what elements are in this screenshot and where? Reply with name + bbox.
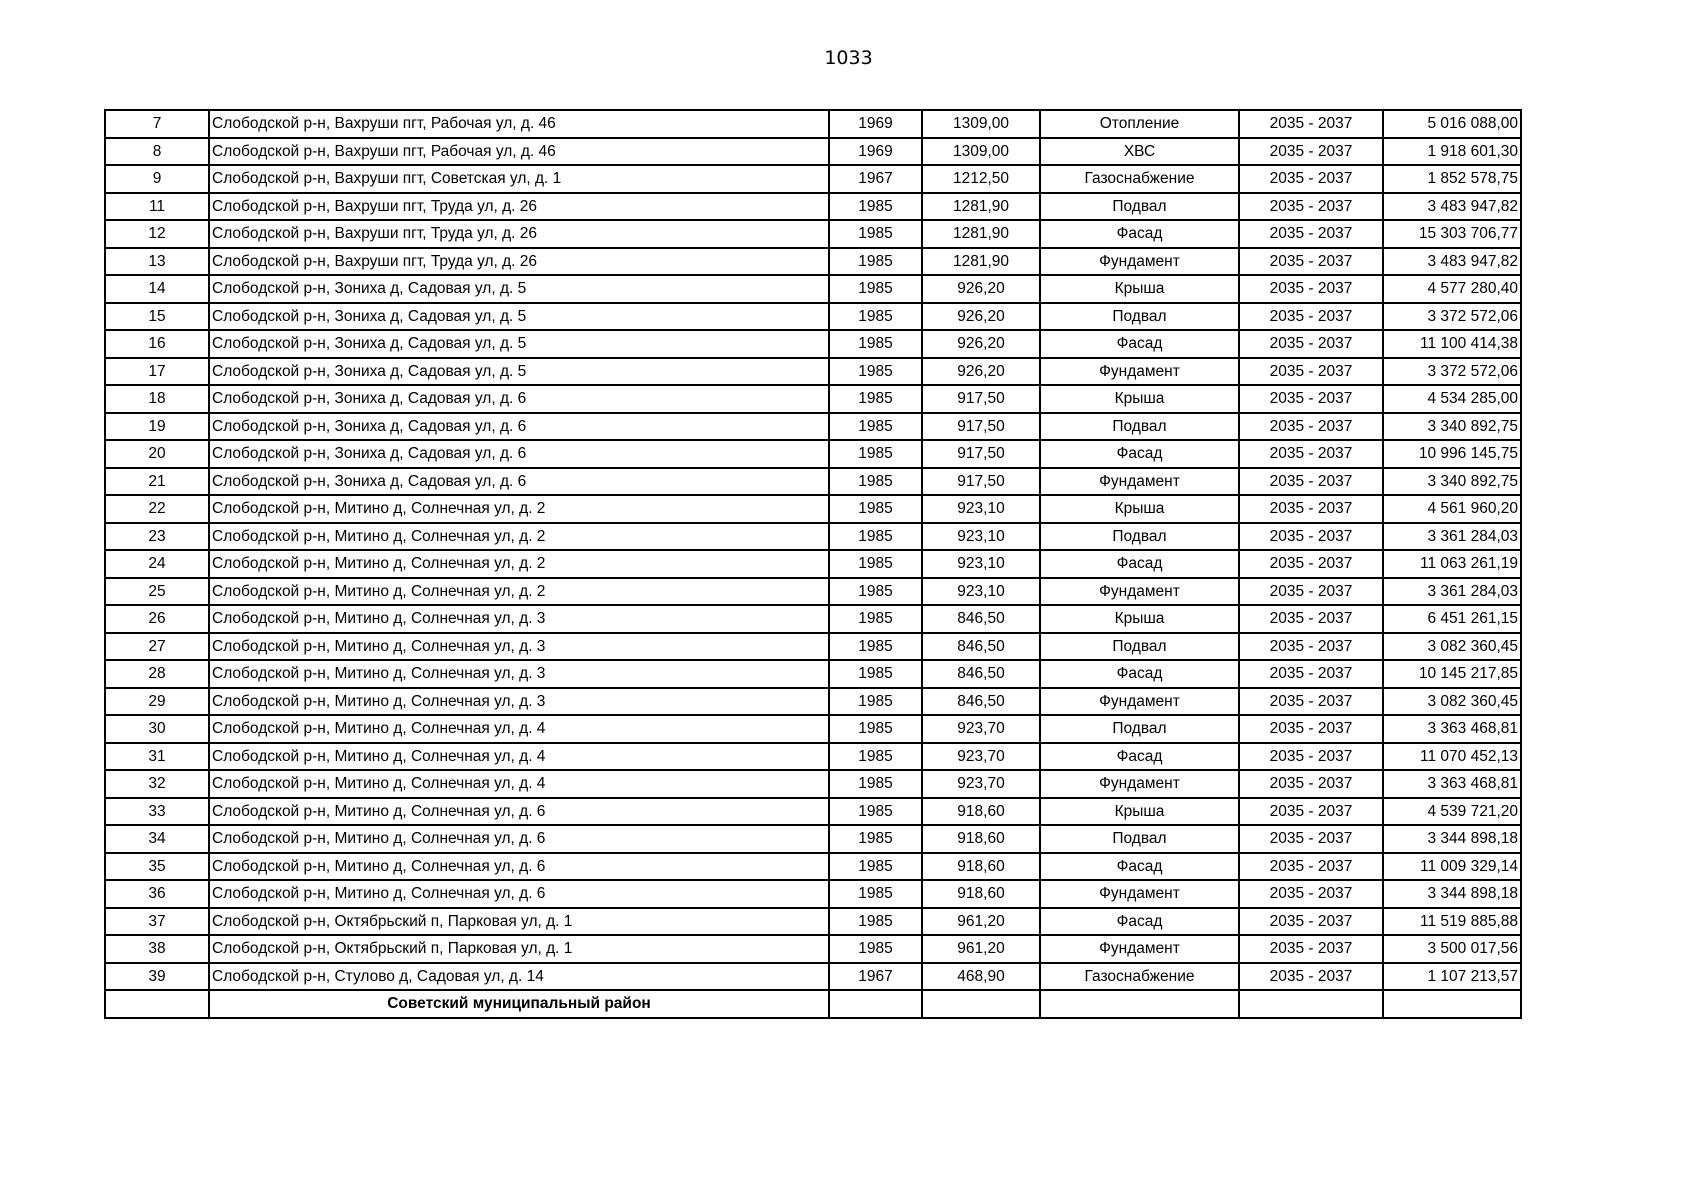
area-cell: 917,50 [922,440,1040,468]
table-row [105,413,1521,441]
address-cell: Слободской р-н, Зониха д, Садовая ул, д. 5 [209,303,829,331]
area-cell: 468,90 [922,963,1040,991]
area-cell: 1309,00 [922,110,1040,138]
period-cell: 2035 - 2037 [1239,770,1383,798]
address-cell: Слободской р-н, Вахруши пгт, Труда ул, д. 26 [209,193,829,221]
area-cell: 923,70 [922,770,1040,798]
area-cell: 917,50 [922,468,1040,496]
table-row [105,550,1521,578]
row-number: 7 [105,110,209,138]
row-number: 15 [105,303,209,331]
row-number: 19 [105,413,209,441]
period-cell: 2035 - 2037 [1239,963,1383,991]
area-cell: 917,50 [922,385,1040,413]
address-cell: Слободской р-н, Митино д, Солнечная ул, д. 6 [209,798,829,826]
address-cell: Слободской р-н, Вахруши пгт, Труда ул, д. 26 [209,220,829,248]
year-cell: 1985 [829,248,922,276]
area-cell: 1281,90 [922,220,1040,248]
work-type-cell: Фундамент [1040,880,1239,908]
cost-cell: 3 344 898,18 [1383,880,1521,908]
cost-cell: 3 483 947,82 [1383,193,1521,221]
cost-cell: 3 344 898,18 [1383,825,1521,853]
year-cell: 1985 [829,688,922,716]
period-cell: 2035 - 2037 [1239,743,1383,771]
cost-cell: 10 145 217,85 [1383,660,1521,688]
year-cell: 1985 [829,550,922,578]
area-cell: 961,20 [922,935,1040,963]
address-cell: Слободской р-н, Вахруши пгт, Рабочая ул, д. 46 [209,110,829,138]
row-number: 28 [105,660,209,688]
district-cell-empty [105,990,209,1018]
address-cell: Слободской р-н, Митино д, Солнечная ул, д. 2 [209,495,829,523]
table-row [105,110,1521,138]
work-type-cell: Фундамент [1040,688,1239,716]
period-cell: 2035 - 2037 [1239,193,1383,221]
address-cell: Слободской р-н, Митино д, Солнечная ул, д. 4 [209,743,829,771]
work-type-cell: Фундамент [1040,578,1239,606]
address-cell: Слободской р-н, Митино д, Солнечная ул, д. 3 [209,605,829,633]
year-cell: 1985 [829,413,922,441]
year-cell: 1985 [829,743,922,771]
address-cell: Слободской р-н, Зониха д, Садовая ул, д. 5 [209,358,829,386]
work-type-cell: Фасад [1040,853,1239,881]
area-cell: 846,50 [922,660,1040,688]
row-number: 36 [105,880,209,908]
area-cell: 923,10 [922,523,1040,551]
work-type-cell: Подвал [1040,193,1239,221]
cost-cell: 11 100 414,38 [1383,330,1521,358]
cost-cell: 3 363 468,81 [1383,715,1521,743]
work-type-cell: Крыша [1040,605,1239,633]
table-row [105,468,1521,496]
row-number: 35 [105,853,209,881]
year-cell: 1985 [829,358,922,386]
cost-cell: 3 372 572,06 [1383,358,1521,386]
year-cell: 1985 [829,908,922,936]
period-cell: 2035 - 2037 [1239,495,1383,523]
row-number: 24 [105,550,209,578]
table-row [105,385,1521,413]
cost-cell: 5 016 088,00 [1383,110,1521,138]
cost-cell: 3 500 017,56 [1383,935,1521,963]
address-cell: Слободской р-н, Зониха д, Садовая ул, д. 5 [209,330,829,358]
work-type-cell: Фасад [1040,743,1239,771]
row-number: 18 [105,385,209,413]
table-row [105,935,1521,963]
table-row [105,495,1521,523]
area-cell: 917,50 [922,413,1040,441]
table-row [105,908,1521,936]
district-cell-empty [1040,990,1239,1018]
work-type-cell: Фасад [1040,220,1239,248]
row-number: 12 [105,220,209,248]
row-number: 21 [105,468,209,496]
area-cell: 926,20 [922,330,1040,358]
period-cell: 2035 - 2037 [1239,220,1383,248]
year-cell: 1985 [829,605,922,633]
year-cell: 1985 [829,798,922,826]
year-cell: 1985 [829,330,922,358]
table-row [105,358,1521,386]
work-type-cell: Подвал [1040,825,1239,853]
cost-cell: 3 082 360,45 [1383,633,1521,661]
year-cell: 1969 [829,110,922,138]
address-cell: Слободской р-н, Митино д, Солнечная ул, д. 3 [209,688,829,716]
row-number: 34 [105,825,209,853]
work-type-cell: ХВС [1040,138,1239,166]
year-cell: 1985 [829,578,922,606]
table-row [105,523,1521,551]
period-cell: 2035 - 2037 [1239,358,1383,386]
capital-repair-table [104,109,1522,1019]
work-type-cell: Фасад [1040,550,1239,578]
area-cell: 918,60 [922,798,1040,826]
area-cell: 923,70 [922,743,1040,771]
work-type-cell: Подвал [1040,633,1239,661]
period-cell: 2035 - 2037 [1239,908,1383,936]
work-type-cell: Газоснабжение [1040,963,1239,991]
address-cell: Слободской р-н, Митино д, Солнечная ул, д. 4 [209,715,829,743]
period-cell: 2035 - 2037 [1239,578,1383,606]
period-cell: 2035 - 2037 [1239,550,1383,578]
work-type-cell: Подвал [1040,715,1239,743]
area-cell: 1309,00 [922,138,1040,166]
address-cell: Слободской р-н, Стулово д, Садовая ул, д. 14 [209,963,829,991]
page-number: 1033 [824,47,873,69]
area-cell: 846,50 [922,633,1040,661]
area-cell: 1281,90 [922,248,1040,276]
area-cell: 926,20 [922,275,1040,303]
year-cell: 1967 [829,963,922,991]
period-cell: 2035 - 2037 [1239,468,1383,496]
row-number: 17 [105,358,209,386]
area-cell: 846,50 [922,688,1040,716]
area-cell: 923,10 [922,550,1040,578]
work-type-cell: Фундамент [1040,468,1239,496]
area-cell: 923,10 [922,578,1040,606]
work-type-cell: Фасад [1040,330,1239,358]
cost-cell: 4 534 285,00 [1383,385,1521,413]
work-type-cell: Фундамент [1040,770,1239,798]
row-number: 13 [105,248,209,276]
period-cell: 2035 - 2037 [1239,275,1383,303]
address-cell: Слободской р-н, Зониха д, Садовая ул, д. 6 [209,440,829,468]
row-number: 31 [105,743,209,771]
cost-cell: 3 340 892,75 [1383,468,1521,496]
table-row [105,330,1521,358]
work-type-cell: Фасад [1040,440,1239,468]
cost-cell: 3 361 284,03 [1383,523,1521,551]
address-cell: Слободской р-н, Зониха д, Садовая ул, д. 6 [209,468,829,496]
year-cell: 1985 [829,495,922,523]
table-row [105,633,1521,661]
row-number: 25 [105,578,209,606]
period-cell: 2035 - 2037 [1239,110,1383,138]
cost-cell: 3 340 892,75 [1383,413,1521,441]
row-number: 26 [105,605,209,633]
address-cell: Слободской р-н, Митино д, Солнечная ул, д. 2 [209,550,829,578]
row-number: 9 [105,165,209,193]
period-cell: 2035 - 2037 [1239,798,1383,826]
table-body [105,110,1521,1018]
year-cell: 1985 [829,853,922,881]
cost-cell: 3 082 360,45 [1383,688,1521,716]
district-cell-empty [829,990,922,1018]
table-row [105,165,1521,193]
year-cell: 1985 [829,825,922,853]
cost-cell: 3 372 572,06 [1383,303,1521,331]
work-type-cell: Крыша [1040,275,1239,303]
period-cell: 2035 - 2037 [1239,825,1383,853]
address-cell: Слободской р-н, Октябрьский п, Парковая ул, д. 1 [209,935,829,963]
cost-cell: 1 852 578,75 [1383,165,1521,193]
work-type-cell: Крыша [1040,798,1239,826]
work-type-cell: Подвал [1040,523,1239,551]
row-number: 30 [105,715,209,743]
cost-cell: 11 063 261,19 [1383,550,1521,578]
year-cell: 1985 [829,770,922,798]
cost-cell: 15 303 706,77 [1383,220,1521,248]
table-row [105,798,1521,826]
cost-cell: 1 918 601,30 [1383,138,1521,166]
area-cell: 1212,50 [922,165,1040,193]
period-cell: 2035 - 2037 [1239,605,1383,633]
address-cell: Слободской р-н, Митино д, Солнечная ул, д. 2 [209,578,829,606]
address-cell: Слободской р-н, Митино д, Солнечная ул, д. 2 [209,523,829,551]
address-cell: Слободской р-н, Октябрьский п, Парковая ул, д. 1 [209,908,829,936]
work-type-cell: Фундамент [1040,358,1239,386]
work-type-cell: Отопление [1040,110,1239,138]
row-number: 39 [105,963,209,991]
period-cell: 2035 - 2037 [1239,138,1383,166]
cost-cell: 4 561 960,20 [1383,495,1521,523]
row-number: 14 [105,275,209,303]
year-cell: 1985 [829,633,922,661]
table-row [105,303,1521,331]
table-row [105,605,1521,633]
row-number: 32 [105,770,209,798]
table-row [105,688,1521,716]
year-cell: 1985 [829,523,922,551]
area-cell: 961,20 [922,908,1040,936]
district-cell-empty [922,990,1040,1018]
address-cell: Слободской р-н, Вахруши пгт, Труда ул, д. 26 [209,248,829,276]
table-row [105,660,1521,688]
cost-cell: 11 070 452,13 [1383,743,1521,771]
year-cell: 1985 [829,193,922,221]
period-cell: 2035 - 2037 [1239,385,1383,413]
work-type-cell: Фасад [1040,908,1239,936]
period-cell: 2035 - 2037 [1239,880,1383,908]
row-number: 22 [105,495,209,523]
year-cell: 1985 [829,715,922,743]
address-cell: Слободской р-н, Зониха д, Садовая ул, д. 5 [209,275,829,303]
table-row [105,193,1521,221]
address-cell: Слободской р-н, Вахруши пгт, Рабочая ул, д. 46 [209,138,829,166]
row-number: 8 [105,138,209,166]
row-number: 11 [105,193,209,221]
table-row [105,715,1521,743]
year-cell: 1985 [829,935,922,963]
cost-cell: 6 451 261,15 [1383,605,1521,633]
area-cell: 923,10 [922,495,1040,523]
address-cell: Слободской р-н, Митино д, Солнечная ул, д. 6 [209,825,829,853]
address-cell: Слободской р-н, Митино д, Солнечная ул, д. 6 [209,853,829,881]
row-number: 29 [105,688,209,716]
address-cell: Слободской р-н, Митино д, Солнечная ул, д. 4 [209,770,829,798]
period-cell: 2035 - 2037 [1239,523,1383,551]
table-row [105,825,1521,853]
district-cell-empty [1239,990,1383,1018]
period-cell: 2035 - 2037 [1239,330,1383,358]
cost-cell: 10 996 145,75 [1383,440,1521,468]
address-cell: Слободской р-н, Зониха д, Садовая ул, д. 6 [209,385,829,413]
period-cell: 2035 - 2037 [1239,303,1383,331]
period-cell: 2035 - 2037 [1239,633,1383,661]
cost-cell: 4 577 280,40 [1383,275,1521,303]
table-row [105,853,1521,881]
table-row [105,578,1521,606]
area-cell: 926,20 [922,358,1040,386]
year-cell: 1985 [829,880,922,908]
year-cell: 1985 [829,220,922,248]
period-cell: 2035 - 2037 [1239,660,1383,688]
row-number: 33 [105,798,209,826]
cost-cell: 3 483 947,82 [1383,248,1521,276]
table-row [105,770,1521,798]
area-cell: 846,50 [922,605,1040,633]
year-cell: 1985 [829,440,922,468]
address-cell: Слободской р-н, Митино д, Солнечная ул, д. 3 [209,633,829,661]
area-cell: 918,60 [922,825,1040,853]
year-cell: 1985 [829,660,922,688]
table-row [105,138,1521,166]
work-type-cell: Подвал [1040,303,1239,331]
work-type-cell: Фасад [1040,660,1239,688]
work-type-cell: Газоснабжение [1040,165,1239,193]
district-header-row [105,990,1521,1018]
district-cell-empty [1383,990,1521,1018]
area-cell: 918,60 [922,880,1040,908]
table-row [105,880,1521,908]
work-type-cell: Фундамент [1040,248,1239,276]
period-cell: 2035 - 2037 [1239,715,1383,743]
year-cell: 1967 [829,165,922,193]
table-row [105,275,1521,303]
row-number: 20 [105,440,209,468]
cost-cell: 3 363 468,81 [1383,770,1521,798]
work-type-cell: Крыша [1040,495,1239,523]
cost-cell: 11 519 885,88 [1383,908,1521,936]
work-type-cell: Фундамент [1040,935,1239,963]
year-cell: 1969 [829,138,922,166]
period-cell: 2035 - 2037 [1239,688,1383,716]
period-cell: 2035 - 2037 [1239,248,1383,276]
table-row [105,743,1521,771]
row-number: 23 [105,523,209,551]
address-cell: Слободской р-н, Зониха д, Садовая ул, д. 6 [209,413,829,441]
period-cell: 2035 - 2037 [1239,413,1383,441]
address-cell: Слободской р-н, Вахруши пгт, Советская ул, д. 1 [209,165,829,193]
cost-cell: 4 539 721,20 [1383,798,1521,826]
work-type-cell: Подвал [1040,413,1239,441]
cost-cell: 1 107 213,57 [1383,963,1521,991]
row-number: 37 [105,908,209,936]
area-cell: 923,70 [922,715,1040,743]
area-cell: 918,60 [922,853,1040,881]
year-cell: 1985 [829,303,922,331]
table-row [105,440,1521,468]
work-type-cell: Крыша [1040,385,1239,413]
row-number: 16 [105,330,209,358]
cost-cell: 11 009 329,14 [1383,853,1521,881]
period-cell: 2035 - 2037 [1239,853,1383,881]
district-title: Советский муниципальный район [209,990,829,1018]
table-row [105,963,1521,991]
address-cell: Слободской р-н, Митино д, Солнечная ул, д. 3 [209,660,829,688]
area-cell: 926,20 [922,303,1040,331]
row-number: 27 [105,633,209,661]
year-cell: 1985 [829,385,922,413]
table-row [105,220,1521,248]
year-cell: 1985 [829,275,922,303]
period-cell: 2035 - 2037 [1239,440,1383,468]
cost-cell: 3 361 284,03 [1383,578,1521,606]
period-cell: 2035 - 2037 [1239,935,1383,963]
area-cell: 1281,90 [922,193,1040,221]
year-cell: 1985 [829,468,922,496]
address-cell: Слободской р-н, Митино д, Солнечная ул, д. 6 [209,880,829,908]
table-row [105,248,1521,276]
row-number: 38 [105,935,209,963]
period-cell: 2035 - 2037 [1239,165,1383,193]
